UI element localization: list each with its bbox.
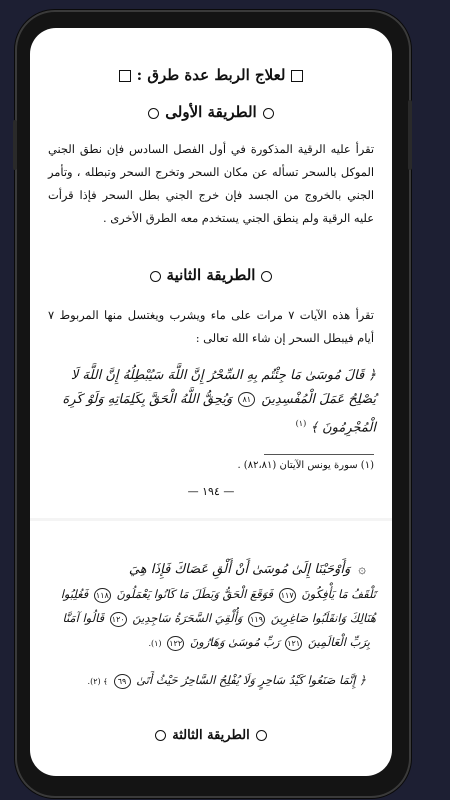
verse-line-5-text: ﴿ إِنَّمَا صَنَعُوا كَيْدُ سَاحِرٍ وَلَا يُفْلِحُ السَّاحِرُ حَيْثُ أَتَىٰ bbox=[136, 673, 366, 687]
verse-line-3b: وَأُلْقِيَ السَّحَرَةُ سَاجِدِينَ bbox=[132, 611, 243, 625]
circle-icon bbox=[263, 108, 274, 119]
footnote-text: (١) سورة يونس الآيتان (٨٢،٨١) . bbox=[237, 460, 374, 471]
ayah-number-marker: ١١٩ bbox=[248, 612, 265, 627]
verse1-text: ﴿ قَالَ مُوسَىٰ مَا جِئْتُم بِهِ السِّحْرُ إِنَّ اللَّهَ سَيُبْطِلُهُ إِنَّ اللَّهَ لَا يُصْلِحُ عَمَلَ الْمُفْسِدِينَ bbox=[70, 368, 376, 407]
verse-line-1-text: وَأَوْحَيْنَا إِلَىٰ مُوسَىٰ أَنْ أَلْقِ عَصَاكَ فَإِذَا هِيَ bbox=[128, 562, 351, 577]
page-title-text: لعلاج الربط عدة طرق : bbox=[136, 66, 286, 84]
method2-title: الطريقة الثانية bbox=[166, 266, 256, 284]
verse1-end-text: وَيُحِقُّ اللَّهُ الْحَقَّ بِكَلِمَاتِهِ وَلَوْ كَرِهَ الْمُجْرِمُونَ ﴾ bbox=[62, 392, 376, 436]
ayah-number-marker: ١٢٠ bbox=[110, 612, 127, 627]
verse-line-3c: قَالُوا آمَنَّا bbox=[62, 611, 105, 625]
ayah-number-marker: ١١٨ bbox=[94, 588, 111, 603]
method2-heading bbox=[30, 266, 392, 284]
power-button bbox=[408, 100, 412, 170]
method2-body: تقرأ هذه الآيات ٧ مرات على ماء ويشرب ويغتسل منها المربوط ٧ أيام فيبطل السحر إن شاء الله تعالى : bbox=[48, 308, 374, 345]
verse-line-3 bbox=[46, 606, 376, 630]
verse-line-1 bbox=[46, 558, 370, 582]
verse-line-2b: فَوَقَعَ الْحَقُّ وَبَطَلَ مَا كَانُوا يَعْمَلُونَ bbox=[116, 587, 274, 601]
verse-line-5 bbox=[46, 668, 366, 694]
book-page-screen[interactable] bbox=[30, 28, 392, 776]
ayah-number-marker: ٨١ bbox=[238, 392, 255, 407]
footnote-divider bbox=[264, 454, 374, 455]
page-title bbox=[30, 66, 392, 84]
verse-block-1 bbox=[46, 364, 376, 440]
verse-line-4a: بِرَبِّ الْعَالَمِينَ bbox=[307, 635, 370, 649]
ayah-number-marker: ٦٩ bbox=[114, 674, 131, 689]
ayah-number-marker: ١١٧ bbox=[279, 588, 296, 603]
rub-el-hizb-icon: ۞ bbox=[358, 562, 366, 577]
page-number: — ١٩٤ — bbox=[187, 485, 235, 498]
verse-line-2c: فَغُلِبُوا bbox=[60, 587, 89, 601]
method3-heading bbox=[30, 728, 392, 743]
verse-line-2a: تَلْقَفُ مَا يَأْفِكُونَ bbox=[301, 587, 376, 601]
circle-icon bbox=[261, 271, 272, 282]
method3-title: الطريقة الثالثة bbox=[172, 728, 250, 743]
page-break-divider bbox=[30, 518, 392, 521]
ayah-number-marker: ١٢٢ bbox=[167, 636, 184, 651]
footnote-ref: ﴾ (٢). bbox=[87, 677, 108, 686]
square-icon bbox=[119, 70, 131, 82]
footnote-ref: (١) bbox=[295, 419, 307, 428]
volume-button bbox=[13, 120, 17, 170]
ayah-number-marker: ١٢١ bbox=[285, 636, 302, 651]
square-icon bbox=[291, 70, 303, 82]
circle-icon bbox=[155, 730, 166, 741]
footnote-ref: (١). bbox=[148, 639, 162, 648]
circle-icon bbox=[148, 108, 159, 119]
verse-line-2 bbox=[46, 582, 376, 606]
method1-body: تقرأ عليه الرقية المذكورة في أول الفصل السادس فإن نطق الجني الموكل بالسحر تسأله عن مكان السحر وتخرج السحر وتبطله ، وتأمر الجني بالخروج من الجسد فإن خرج الجني بطل السحر فإذا قرأت عليه الرقية ولم ينطق الجني يستخدم معه الطرق الأخرى . bbox=[48, 142, 374, 225]
method1-title: الطريقة الأولى bbox=[165, 103, 257, 121]
circle-icon bbox=[256, 730, 267, 741]
method1-heading bbox=[30, 103, 392, 121]
verse-line-3a: هُنَالِكَ وَانقَلَبُوا صَاغِرِينَ bbox=[270, 611, 376, 625]
verse-line-4 bbox=[46, 630, 370, 656]
circle-icon bbox=[150, 271, 161, 282]
verse-line-4b: رَبِّ مُوسَىٰ وَهَارُونَ bbox=[189, 635, 280, 649]
